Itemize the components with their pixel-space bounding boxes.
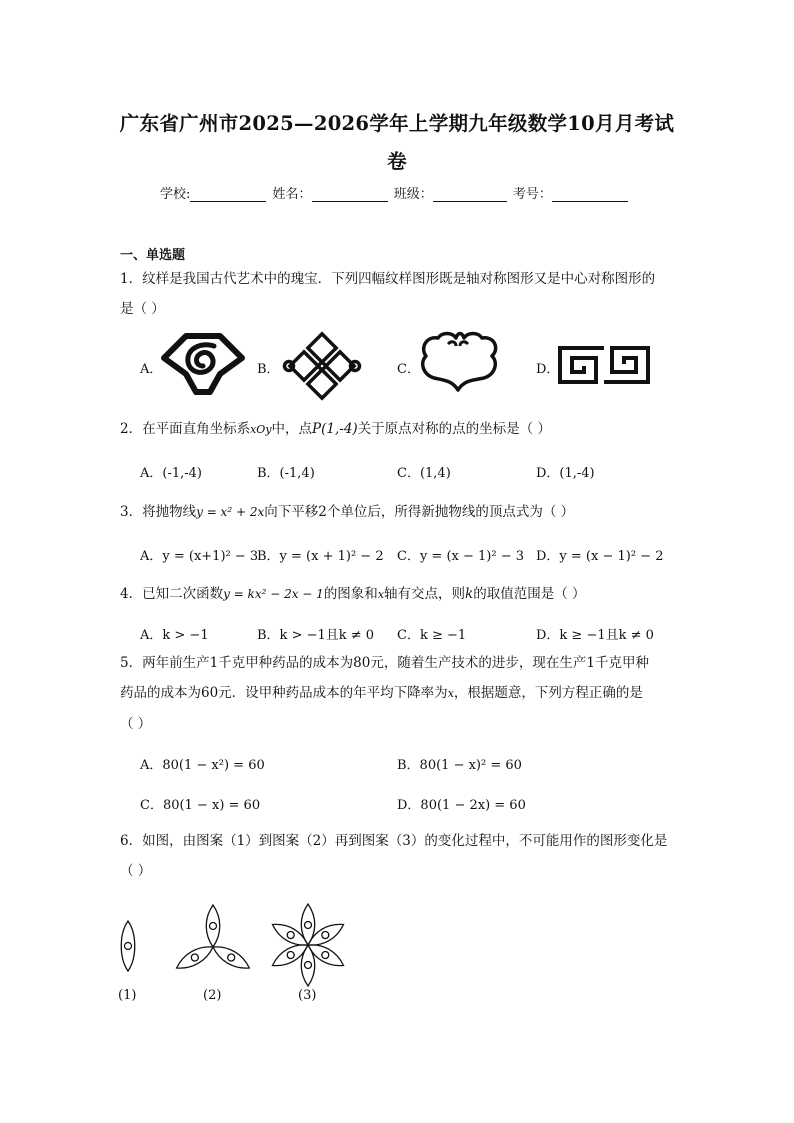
q5-option-a: A．80(1 − x²) = 60: [140, 758, 265, 773]
axis-symbol: x: [377, 588, 385, 601]
pattern-b-knot-icon: [283, 335, 361, 397]
q3-option-d: D．y = (x − 1)² − 2: [536, 549, 664, 564]
question-2-text: 2．在平面直角坐标系: [120, 421, 251, 437]
pattern-a-spiral-icon: [158, 330, 248, 398]
question-5-line3: （ ）: [120, 716, 152, 732]
question-4-text: 4．已知二次函数: [120, 586, 224, 602]
pattern-c-cloud-icon: [418, 330, 498, 398]
question-4-text-b: 的图象和: [323, 586, 378, 602]
q3-option-c: C．y = (x − 1)² − 3: [397, 549, 524, 564]
q3-option-b: B．y = (x + 1)² − 2: [257, 549, 384, 564]
section-heading: 一、单选题: [120, 248, 186, 263]
pattern-d-fret-icon: [556, 344, 652, 386]
question-5-line1: 5．两年前生产1千克甲种药品的成本为80元，随着生产技术的进步，现在生产1千克甲种: [120, 655, 649, 671]
figure-1-petal-icon: [118, 920, 138, 972]
rate-symbol: x: [447, 687, 454, 700]
figure-2-three-petal-icon: [170, 905, 256, 977]
question-4: [120, 579, 680, 610]
question-2-text-b: 中，点: [271, 421, 313, 437]
q1-option-d: D．: [536, 362, 560, 377]
question-1: [120, 264, 680, 324]
school-blank: [190, 187, 266, 202]
point-p: P(1,-4): [312, 421, 358, 437]
question-6-line1: 6．如图，由图案（1）到图案（2）再到图案（3）的变化过程中，不可能用作的图形变化是: [120, 833, 668, 849]
q2-option-b: B．(-1,4): [257, 466, 315, 481]
name-label: 姓名：: [272, 187, 312, 202]
question-1-line1: 1．纹样是我国古代艺术中的瑰宝．下列四幅纹样图形既是轴对称图形又是中心对称图形的: [120, 271, 656, 287]
q4-option-b: B．k > −1且k ≠ 0: [257, 628, 375, 643]
exam-title: 广东省广州市2025—2026学年上学期九年级数学10月月考试: [119, 112, 675, 135]
figure-3-label: (3): [298, 988, 317, 1003]
student-info-row: [160, 183, 630, 202]
q5-option-b: B．80(1 − x)² = 60: [397, 758, 522, 773]
question-4-text-d: 的取值范围是（ ）: [473, 586, 586, 602]
exam-title-continued: 卷: [387, 150, 407, 173]
question-6: [120, 826, 680, 886]
question-2-text-c: 关于原点对称的点的坐标是（ ）: [357, 421, 551, 437]
class-label: 班级：: [393, 187, 433, 202]
question-4-text-c: 轴有交点，则: [384, 586, 466, 602]
question-5: [120, 648, 680, 739]
question-5-line2-text: 药品的成本为60元．设甲种药品成本的年平均下降率为: [120, 685, 448, 701]
number-blank: [552, 187, 628, 202]
figure-2-label: (2): [203, 988, 222, 1003]
q5-option-c: C．80(1 − x) = 60: [140, 798, 261, 813]
question-3-text: 3．将抛物线: [120, 504, 197, 520]
q2-option-c: C．(1,4): [397, 466, 451, 481]
q1-option-c: C．: [397, 362, 420, 377]
question-1-line2: 是（ ）: [120, 301, 165, 317]
quadratic-expression: y = kx² − 2x − 1: [223, 587, 324, 601]
q4-option-c: C．k ≥ −1: [397, 628, 467, 643]
figure-3-six-petal-icon: [266, 903, 350, 987]
number-label: 考号：: [512, 187, 552, 202]
question-6-line2: （ ）: [120, 863, 152, 879]
q2-option-d: D．(1,-4): [536, 466, 595, 481]
figure-1-label: (1): [118, 988, 137, 1003]
coordinate-system: xOy: [250, 423, 272, 436]
q1-option-b: B．: [257, 362, 280, 377]
question-3: [120, 497, 680, 527]
q3-option-a: A．y = (x+1)² − 3: [140, 549, 259, 564]
name-blank: [312, 187, 388, 202]
question-5-line2-text-b: ，根据题意，下列方程正确的是: [453, 685, 643, 701]
class-blank: [433, 187, 507, 202]
question-2: [120, 414, 680, 445]
q1-option-a: A．: [140, 362, 163, 377]
q4-option-a: A．k > −1: [140, 628, 209, 643]
parabola-expression: y = x² + 2x: [196, 505, 265, 519]
q5-option-d: D．80(1 − 2x) = 60: [397, 798, 526, 813]
q2-option-a: A．(-1,-4): [140, 466, 202, 481]
question-3-text-b: 向下平移2个单位后，所得新抛物线的顶点式为（ ）: [264, 504, 575, 520]
k-symbol: k: [465, 586, 474, 602]
question-5-line2: [120, 678, 680, 709]
q4-option-d: D．k ≥ −1且k ≠ 0: [536, 628, 654, 643]
school-label: 学校:: [160, 187, 191, 202]
